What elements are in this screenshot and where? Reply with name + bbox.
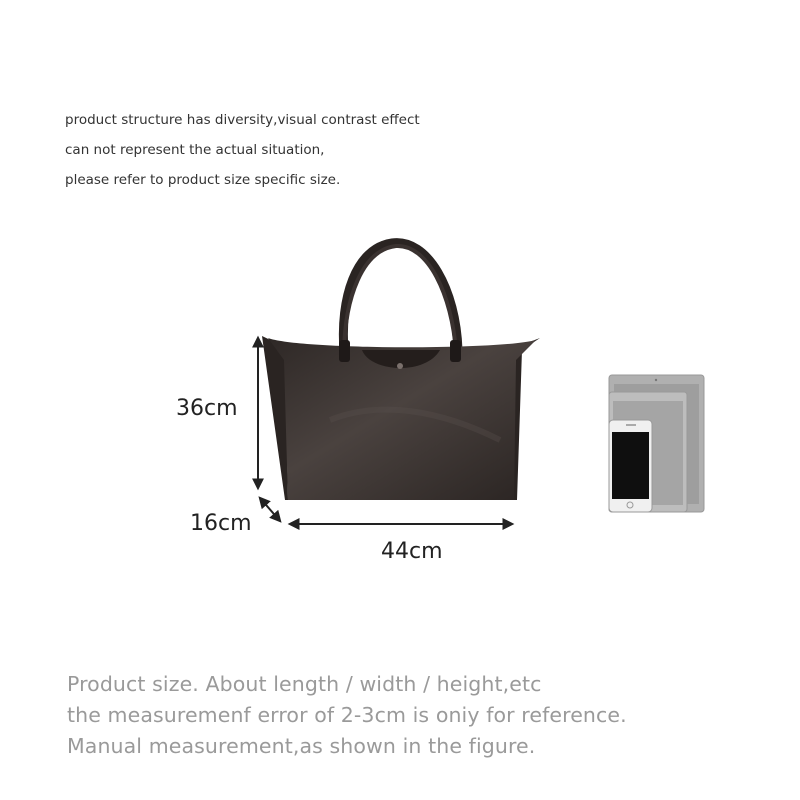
footer-line-3: Manual measurement,as shown in the figure. [67, 734, 536, 758]
snap-button [397, 363, 403, 369]
disclaimer-line-1: product structure has diversity,visual contrast effect [65, 112, 420, 128]
handle-tab-right [450, 340, 461, 362]
disclaimer-line-3: please refer to product size specific size. [65, 172, 341, 188]
size-comparison-devices [609, 375, 704, 512]
depth-arrow [260, 498, 280, 521]
depth-label: 16cm [190, 511, 252, 536]
bag-handle-back [343, 243, 458, 350]
height-label: 36cm [176, 396, 238, 421]
handle-tab-left [339, 340, 350, 362]
length-label: 44cm [381, 539, 443, 564]
footer-line-1: Product size. About length / width / height,etc [67, 672, 542, 696]
footer-line-2: the measuremenf error of 2-3cm is oniy for reference. [67, 703, 627, 727]
disclaimer-line-2: can not represent the actual situation, [65, 142, 325, 158]
tote-bag-image [262, 243, 540, 500]
